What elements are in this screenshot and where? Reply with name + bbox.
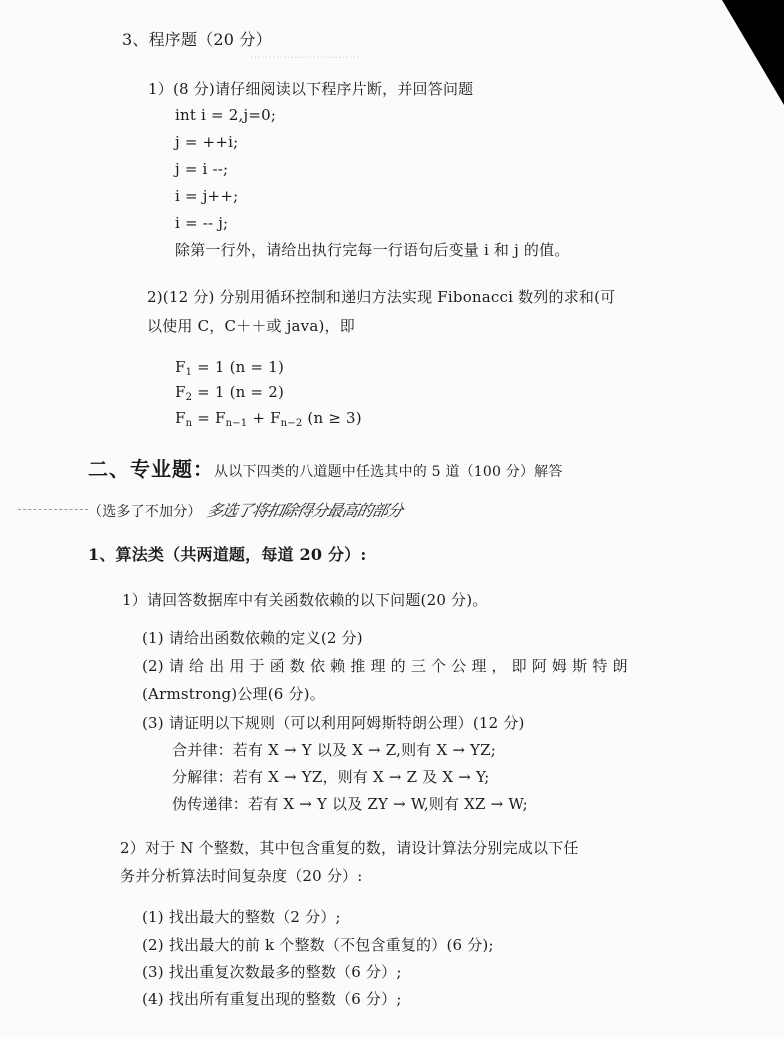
cat1-q2-prompt-line2: 务并分析算法时间复杂度（20 分）: — [120, 867, 363, 885]
formula-fn-rhs-c: (n ≥ 3) — [302, 409, 362, 427]
formula-f1-rhs: = 1 (n = 1) — [192, 358, 285, 376]
q1-prompt: 1）(8 分)请仔细阅读以下程序片断，并回答问题 — [148, 80, 474, 98]
part2-heading: 二、专业题： — [88, 457, 214, 481]
part2-heading-line — [88, 459, 563, 482]
code-line-2: j = ++i; — [175, 133, 239, 151]
formula-fn-sub-a: n−1 — [225, 418, 248, 429]
formula-f1 — [175, 357, 284, 377]
code-line-4: i = j++; — [175, 187, 239, 205]
code-line-1: int i = 2,j=0; — [175, 106, 277, 124]
cat1-q1-item-1: (1) 请给出函数依赖的定义(2 分) — [142, 629, 363, 647]
cat1-q2-item-4: (4) 找出所有重复出现的整数（6 分）; — [142, 990, 402, 1008]
formula-f1-sub: 1 — [185, 367, 193, 378]
rule-decomposition: 分解律：若有 X → YZ，则有 X → Z 及 X → Y; — [172, 768, 490, 786]
bleed-through-text: ………………………… — [250, 48, 360, 61]
scan-corner-shadow — [722, 0, 784, 105]
q2-prompt-line1: 2)(12 分) 分别用循环控制和递归方法实现 Fibonacci 数列的求和(可 — [147, 288, 616, 306]
cat1-q2-item-2: (2) 找出最大的前 k 个整数（不包含重复的）(6 分); — [142, 936, 494, 954]
category-1-title: 1、算法类（共两道题，每道 20 分）: — [88, 545, 367, 564]
part2-description: 从以下四类的八道题中任选其中的 5 道（100 分）解答 — [214, 464, 563, 480]
formula-fn — [175, 408, 362, 428]
cat1-q2-item-3: (3) 找出重复次数最多的整数（6 分）; — [142, 963, 402, 981]
rule-pseudo-transitivity: 伪传递律：若有 X → Y 以及 ZY → W,则有 XZ → W; — [172, 795, 528, 813]
formula-fn-sub: n — [185, 418, 193, 429]
section-3-title: 3、程序题（20 分） — [122, 30, 272, 49]
code-line-3: j = i --; — [175, 160, 229, 178]
formula-f1-lhs: F — [175, 358, 186, 376]
cat1-q1-prompt: 1）请回答数据库中有关函数依赖的以下问题(20 分)。 — [122, 591, 488, 609]
formula-f2-lhs: F — [175, 383, 186, 401]
formula-fn-lhs: F — [175, 409, 186, 427]
cat1-q1-item-3: (3) 请证明以下规则（可以利用阿姆斯特朗公理）(12 分) — [142, 714, 525, 732]
formula-f2-rhs: = 1 (n = 2) — [192, 383, 285, 401]
q1-instruction: 除第一行外，请给出执行完每一行语句后变量 i 和 j 的值。 — [175, 241, 570, 259]
part2-note: （选多了不加分） — [88, 504, 202, 520]
q2-prompt-line2: 以使用 C，C＋＋或 java)，即 — [147, 317, 355, 335]
cat1-q2-item-1: (1) 找出最大的整数（2 分）; — [142, 908, 341, 926]
part2-note-line — [88, 501, 402, 522]
pencil-mark — [18, 509, 88, 512]
formula-f2-sub: 2 — [185, 392, 193, 403]
handwritten-annotation: 多选了将扣除得分最高的部分 — [204, 501, 404, 520]
cat1-q2-prompt-line1: 2）对于 N 个整数，其中包含重复的数，请设计算法分别完成以下任 — [120, 839, 579, 857]
cat1-q1-item-2: (2) 请 给 出 用 于 函 数 依 赖 推 理 的 三 个 公 理 ， 即 阿 姆 斯 特 朗 — [142, 657, 628, 675]
formula-fn-rhs-b: + F — [247, 409, 281, 427]
formula-f2 — [175, 382, 284, 402]
code-line-5: i = -- j; — [175, 214, 229, 232]
rule-union: 合并律：若有 X → Y 以及 X → Z,则有 X → YZ; — [172, 741, 497, 759]
formula-fn-sub-b: n−2 — [280, 418, 303, 429]
formula-fn-rhs-a: = F — [192, 409, 226, 427]
cat1-q1-item-2-cont: (Armstrong)公理(6 分)。 — [142, 685, 325, 703]
